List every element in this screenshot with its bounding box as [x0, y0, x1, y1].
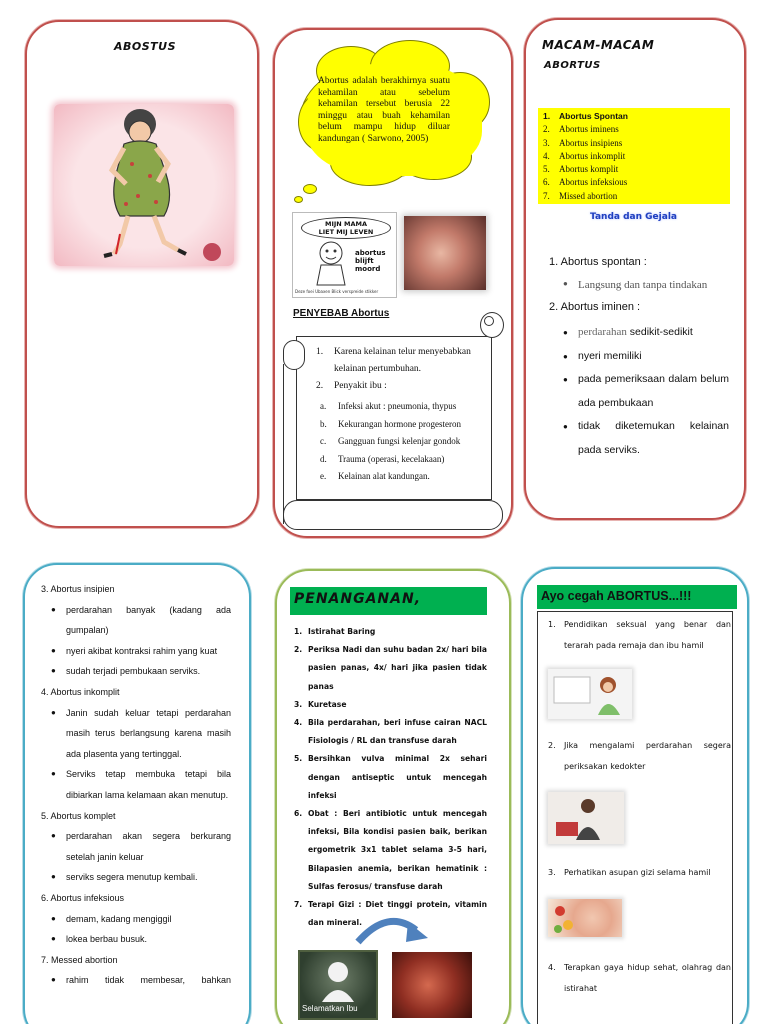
- prevention-title: Ayo cegah ABORTUS...!!!: [541, 589, 692, 603]
- komplet-list: [51, 826, 231, 888]
- types-title: MACAM-MACAM: [542, 38, 655, 52]
- infeksious-list: [51, 909, 231, 950]
- panel-abortus-cover: [25, 20, 259, 528]
- inkomplit-item: ● Serviks tetap membuka tetapi bila dibiarkan lama kelamaan akan menutup.: [51, 764, 231, 805]
- cause-item: 1. Karena kelainan telur menyebabkan kelainan pertumbuhan.: [316, 347, 471, 374]
- poster-caption: Deze foei Ubaxen Blick verspreide stikker: [295, 289, 379, 294]
- type-item: 5. Abortus komplit: [543, 164, 619, 175]
- insipien-item: ● sudah terjadi pembukaan serviks.: [51, 661, 231, 682]
- infeksious-item: ● demam, kadang mengiggil: [51, 909, 231, 930]
- missed-heading: 7. Messed abortion: [41, 954, 118, 965]
- types-subtitle: ABORTUS: [544, 60, 601, 71]
- komplet-item: ● serviks segera menutup kembali.: [51, 867, 231, 888]
- sub-cause-item: d. Trauma (operasi, kecelakaan): [320, 453, 445, 464]
- iminen-item: ● tidak diketemukan kelainan pada serviks.: [563, 415, 729, 462]
- iminen-item: ● nyeri memiliki: [563, 345, 729, 369]
- poster-line-1: MIJN MAMA: [324, 220, 367, 228]
- missed-list: [51, 970, 231, 991]
- spontan-list: [563, 279, 729, 291]
- fetus-image: [392, 952, 472, 1018]
- symptoms-section: [549, 256, 729, 462]
- insipien-item: ● perdarahan banyak (kadang ada gumpalan): [51, 600, 231, 641]
- prevention-item-3: 3. Perhatikan asupan gizi selama hamil: [548, 868, 711, 877]
- type-item: 7. Missed abortion: [543, 190, 618, 201]
- poster-side-1: abortus: [355, 249, 386, 257]
- types-list: [543, 110, 729, 203]
- sub-causes-list: [320, 398, 496, 486]
- treatment-step: 7. Terapi Gizi : Diet tinggi protein, vitamin dan mineral.: [294, 900, 487, 928]
- poster-side-3: moord: [355, 265, 381, 273]
- curved-arrow-icon: [352, 914, 432, 946]
- type-item: 1. Abortus Spontan: [543, 111, 628, 121]
- iminen-item: ● pada pemeriksaan dalam belum ada pembukaan: [563, 368, 729, 415]
- iminen-heading: 2. Abortus iminen :: [549, 301, 641, 313]
- treatment-step: 4. Bila perdarahan, beri infuse cairan NACL Fisiologis / RL dan transfuse darah: [294, 718, 487, 746]
- type-item: 4. Abortus inkomplit: [543, 150, 626, 161]
- poster-speech-bubble: [301, 217, 391, 239]
- iminen-item: ● perdarahan sedikit-sedikit: [563, 321, 729, 345]
- inkomplit-list: [51, 703, 231, 806]
- panel1-title: ABOSTUS: [114, 40, 177, 53]
- causes-list: [316, 344, 492, 395]
- definition-text: Abortus adalah berakhirnya suatu kehamilan atau sebelum kehamilan tersebut berusia 22 minggu atau buah kehamilan belum mampu hidup diluar kandungan ( Sarwono, 2005): [318, 76, 450, 144]
- types-detail-section: [41, 579, 231, 991]
- infeksious-item: ● lokea berbau busuk.: [51, 929, 231, 950]
- komplet-heading: 5. Abortus komplet: [41, 810, 116, 821]
- insipien-heading: 3. Abortus insipien: [41, 584, 115, 594]
- cause-item: 2. Penyakit ibu :: [316, 381, 387, 391]
- doctor-icon: [548, 792, 624, 844]
- tanda-gejala-heading: Tanda dan Gejala: [590, 212, 677, 222]
- sub-cause-item: e. Kelainan alat kandungan.: [320, 471, 430, 481]
- sub-cause-item: c. Gangguan fungsi kelenjar gondok: [320, 436, 461, 446]
- nutrition-illustration: [548, 899, 622, 937]
- missed-item: ● rahim tidak membesar, bahkan: [51, 970, 231, 991]
- treatment-step: 5. Bersihkan vulva minimal 2x sehari dengan antiseptic untuk mencegah infeksi: [294, 754, 487, 800]
- prevention-item-1: 1. Pendidikan seksual yang benar dan terarah pada remaja dan ibu hamil: [548, 620, 731, 650]
- poster-line-2: LIET MIJ LEVEN: [318, 228, 374, 236]
- komplet-item: ● perdarahan akan segera berkurang setelah janin keluar: [51, 826, 231, 867]
- sub-cause-item: b. Kekurangan hormone progesteron: [320, 418, 461, 429]
- prevention-item-2: 2. Jika mengalami perdarahan segera periksakan kedokter: [548, 741, 731, 771]
- poster-side-2: blijft: [355, 257, 374, 265]
- woman-in-pain-illustration: [54, 104, 234, 266]
- prevention-item-4: 4. Terapkan gaya hidup sehat, olahrag dan istirahat: [548, 963, 731, 993]
- spontan-item: ● Langsung dan tanpa tindakan: [563, 279, 729, 291]
- treatment-step: 1. Istirahat Baring: [294, 627, 376, 636]
- type-item: 3. Abortus insipiens: [543, 137, 623, 148]
- treatment-step: 6. Obat : Beri antibiotic untuk mencegah infeksi, Bila kondisi pasien baik, berikan ergometrik 3x1 tablet selama 3-5 hari, Bilapasien anemia, berikan hematinik : Sulfas ferosus/ transfuse darah: [294, 809, 487, 891]
- treatment-step: 3. Kuretase: [294, 699, 347, 709]
- save-mother-image: [298, 950, 378, 1020]
- treatment-step: 2. Periksa Nadi dan suhu badan 2x/ hari bila pasien panas, 4x/ hari jika pasien tidak panas: [294, 645, 487, 691]
- insipien-item: ● nyeri akibat kontraksi rahim yang kuat: [51, 641, 231, 662]
- poster-side-text: [355, 249, 386, 273]
- woman-figure-icon: [54, 104, 234, 266]
- inkomplit-item: ● Janin sudah keluar tetapi perdarahan masih terus berlangsung karena masih ada plasenta yang tertinggal.: [51, 703, 231, 765]
- penyebab-title: PENYEBAB Abortus: [293, 308, 390, 319]
- iminen-list: [563, 321, 729, 462]
- treatment-title: PENANGANAN,: [294, 591, 422, 607]
- food-icon: [548, 899, 622, 937]
- treatment-steps: [294, 623, 487, 932]
- save-mother-caption: Selamatkan Ibu: [302, 1004, 358, 1013]
- mother-silhouette-icon: [318, 958, 358, 1002]
- spontan-heading: 1. Abortus spontan :: [549, 256, 647, 268]
- teacher-icon: [548, 669, 632, 719]
- type-item: 6. Abortus infeksious: [543, 177, 628, 188]
- child-drawing-icon: [311, 239, 353, 289]
- teacher-illustration: [548, 669, 632, 719]
- fetus-photo: [404, 216, 486, 290]
- doctor-visit-illustration: [548, 792, 624, 844]
- insipien-list: [51, 600, 231, 682]
- sub-cause-item: a. Infeksi akut : pneumonia, thypus: [320, 401, 457, 411]
- type-item: 2. Abortus iminens: [543, 124, 619, 135]
- anti-abortion-poster: [292, 212, 397, 298]
- inkomplit-heading: 4. Abortus inkomplit: [41, 686, 120, 697]
- infeksious-heading: 6. Abortus infeksious: [41, 892, 125, 903]
